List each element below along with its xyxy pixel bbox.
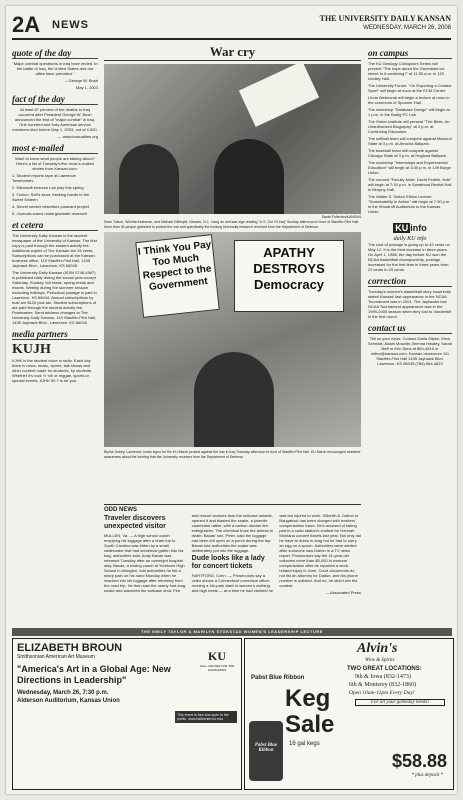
page-number: 2A [12,12,41,37]
protest-photo-1 [104,64,361,214]
sale-word: Sale [285,711,335,738]
photo-caption-2: Blythe Sobey, Lawrence, holds signs for the KU March protest against the war in Iraq Tuesday afternoon in front of Stauffer-Flint Hall. KU March encouraged students' awareness about the funding that the University receives from the Department of Defense. [104,450,361,459]
keg-word: Keg [285,685,331,712]
masthead: THE UNIVERSITY DAILY KANSAN [319,14,451,23]
ku-logo: KU [208,649,226,663]
quote-text: "Major combat operations in Iraq have ended. In the battle of Iraq, the United States and our allies have prevailed." [12,61,98,76]
emailed-item[interactable]: 2. Microsoft ensures Lab play this spring [12,185,84,190]
broun-lecture-ad[interactable] [12,638,242,790]
apathy-sign: APATHY DESTROYS Democracy [234,240,344,312]
hall-center-name: HALL CENTER FOR THE HUMANITIES [199,664,235,672]
etcetera-text: The University Daily Kansan (ISSN 0746-4967) is published daily during the school year except Saturday, Sunday, fall break, spring break and exams. Weekly during the summer session excluding holidays. Periodical postage is paid in Lawrence, KS 66044. Annual subscriptions by mail are $120 plus tax. Student subscriptions of are paid through the student activity fee. Postmaster: Send address changes to The University Daily Kansan, 119 Stauffer-Flint Hall, 1435 Jayhawk Blvd., Lawrence, KS 66045 [12,270,97,325]
store-hours: Open 10am-11pm Every Day! [349,690,415,696]
odd-news-heading: ODD NEWS [104,507,137,513]
etcetera-heading: et cetera [12,220,98,231]
odd-headline-1: Traveler discovers unexpected visitor [104,515,166,530]
left-column [12,44,98,504]
odd-news [104,504,361,625]
media-heading: media partners [12,329,98,340]
emailed-heading: most e-mailed [12,143,98,154]
alvins-keg-ad[interactable] [244,638,454,790]
campus-item: The Osher Institute will present "The Bible, An Unauthorized Biography" at 2 p.m. at Continuing Education. [368,119,450,134]
contact-text: Tell us your news. Contact Darla Slipke, Erick Schmidt, Adam Mowder, Brenna Hawley, Sarah Neff or Erin Sims at 864-4810 or editor@kansan.com. Kansan newsroom 111 Stauffer-Flint Hall 1435 Jayhawk Blvd. Lawrence, KS 66045 (785) 864-4810 [368,336,452,366]
fact-source: — www.icasualties.org [57,134,98,139]
right-column [368,44,452,622]
kjhk-text: KJHK is the student voice in radio. Each day there is news, music, sports, talk shows and other content made for students, by students. Whether it's rock 'n' roll or reggae, sports or special events, KJHK 90.7 is for you. [12,358,93,383]
emailed-item[interactable]: 4. Secret seeker describes postcard project [12,204,89,209]
newspaper-page [6,6,457,794]
emailed-item[interactable]: 1. Student reports rape at Lawrence Townhomes [12,173,76,183]
beer-name: Pabst Blue Ribbon [251,675,305,681]
fact-heading: fact of the day [12,94,98,105]
can-label: Pabst Blue Ribbon [254,743,278,753]
photo-credit-1: Sarah Fullerton/KANSAN [321,215,361,219]
ad-subtitle: Smithsonian American Art Museum [17,654,95,660]
contact-heading: contact us [368,323,452,334]
keg-price: $58.88 [391,751,447,771]
ad-note[interactable]: This event is free and open to the public. www.hallcenter.ku.edu [175,711,237,723]
ad-where: Alderson Auditorium, Kansas Union [17,698,120,704]
campus-item: The KU Geology Colloquium Series will present "The hope about the Greenland ice sheet: Is it vanishing?" at 11:00 a.m. in 120 Lindley Hall. [368,61,445,81]
keg-size: 16 gal kegs [289,741,320,747]
price-deposit: * plus deposit * [411,773,443,778]
correction-heading: correction [368,276,452,287]
protest-photo-2 [104,232,361,447]
fact-text: At least 87 percent of the deaths in Iraq occurred after President George W. Bush announced the end of "major combat" in Iraq. One hundred and forty American service members died before May 1, 2003, out of 4,000. [12,107,98,132]
emailed-item[interactable]: 3. Fusion: Self's stunt, thinking hands to the Sweet Sixteen [12,192,90,202]
protester [194,352,274,447]
campus-item: The baseball team will compete against Chicago State at 3 p.m. at Hoglund Ballpark. [368,148,447,158]
emailed-intro: Want to know what people are talking about? Here's a list of Tuesday's five most e-mailed stories from Kansan.com: [15,156,95,171]
quote-date: May 1, 2003 [75,85,98,90]
campus-item: The softball team will compete against Missouri State at 3 p.m. at Arrocha Ballpark. [368,136,452,146]
campus-item: The concert "Faculty Artist: David Fedele, flute" will begin at 7:30 p.m. in Swarthout Recital Hall in Murphy Hall. [368,177,452,192]
odd-headline-2: Dude looks like a lady for concert tickets [191,555,265,570]
kujh-logo: KUJH [12,342,51,357]
campus-item: The workshop "Internships and Experimental Education" will begin at 3:30 p.m. in 149 Burge Union. [368,160,451,175]
lecture-banner: THE EMILY TAYLOR & MARILYN STOKSTAD WOMEN'S LEADERSHIP LECTURE [12,628,452,636]
respect-sign: I Think You Pay Too Much Respect to the Government [135,234,220,318]
location-1: 9th & Iowa (832-1473) [355,674,411,680]
locations-heading: TWO GREAT LOCATIONS: [347,666,422,672]
alvins-tag: Wine & Spirits [365,658,395,663]
media-bottom [12,506,98,622]
odd-story-1: MULLEN, Va. — A high school coach emptying his luggage after a team trip to South Carolina was bitten by a small rattlesnake that had somehow gotten into his bag, authorities said. Andy Bacas was released Tuesday after an overnight hospital stay. Bacas, a rowing coach at Yorktown High School in Arlington, told authorities he felt a sharp pain on his hand Monday when he reached into his luggage after returning from the road trip. He then saw the nearly foot-long snake and slammed the suitcase shut. Fire and rescue workers took the suitcase outside, opened it and blasted the snake, a juvenile canebrake rattler, with a carbon dioxide fire extinguisher. The chemical froze the animal to death. Bacas' son, Peter, said the luggage had been left open on a porch during the trip. Bacas told authorities the snake was deliberately put into the luggage. [104,513,273,593]
campus-item: Linda Wetmondi will begin a lecture at noon in the commons of Spooner Hall. [368,95,450,105]
campus-heading: on campus [368,48,452,59]
campus-item: The University Forum: "On Exporting a Contact Sport" will begin at noon at the ECM Center. [368,83,452,93]
photo-caption-1: Sean Tolson, Wichita freshman, and Michael Gillespie, Newark, N.J., hang an anti-war sign reading "U.S. Out Of Iraq" Sunday afternoon in front of Stauffer-Flint Hall. More than 30 people gathered to protest the war and specifically the funding University research received from the Department of Defense. [104,220,360,229]
odd-story-2: HARTFORD, Conn. — Prosecutors say a video shows a Connecticut correction officer running a 4th-park dash in women's clothing and high heels — at a time he had claimed he was too injured to work. Gilberth A. Dalton of Naugatuck has been charged with workers' compensation fraud. He's accused of taking part in a radio station's contest for Hannah Montana concert tickets last year. Not only did he have to dress in drag but he had to carry an egg on a spoon. Authorities were alerted after someone saw Dalton in a TV news report. Prosecutors say the 41-year-old collected more than $5,000 in workers' compensation after he reported a work-related injury in June. Court documents do not list an attorney for Dalton, and his phone number is unlisted. And no, he didn't win the contest. [191,513,361,593]
correction-text: Tuesday's women's basketball story incorrectly stated Kansas' last appearance in the NCAA Tournament was in 2001. The Jayhawks last NCAA Tournament appearance was in the 1999-2000 season when they lost to Vanderbilt in the first round. [368,289,452,319]
campus-item: The workshop "Database Design" will begin at 1 p.m. in the Budig PC Lab. [368,107,450,117]
ad-quote: "America's Art in a Global Age: New Directions in Leadership" [17,664,171,685]
kuinfo-logo [368,218,452,236]
campus-item: The Walter S. Sutton Ethics Lecture "Sustainability in Action" will begin at 7:30 p.m. in the Woodruff Auditorium in the Kansas Union. [368,194,451,214]
ad-when: Wednesday, March 26, 7:30 p.m. [17,690,109,696]
location-2: 6th & Monterey (832-1860) [349,682,417,688]
alvins-brand: Alvin's [357,641,398,656]
info-logo-part: info [410,223,427,233]
anti-war-sign [239,61,319,127]
emailed-item[interactable]: 5. Journals warns undergraduate research [12,211,88,216]
odd-credit: —Associated Press [326,590,361,595]
kuinfo-heading: daily KU info [393,236,427,242]
hall-center-logo [197,649,237,672]
main-story [104,44,361,504]
ku-logo-part: KU [395,223,409,233]
quote-heading: quote of the day [12,48,98,59]
page-header [12,12,451,40]
story-title: War cry [104,44,361,61]
section-name: NEWS [52,19,89,31]
kuinfo-text: The cost of postage is going up to 42 cents on May 12. It is the third increase in three years. On April 1, 1988, the day before KU won the NCAA basketball championship, postage increased for the first time in three years from 22 cents to 25 cents. [368,242,450,272]
beer-can-icon [249,721,283,781]
ad-title: ELIZABETH BROUN [17,642,123,654]
etcetera-text: The University Daily Kansan is the student newspaper of the University of Kansas. The first copy is paid through the student activity fee. Additional copies of The Kansan are 25 cents. Subscriptions can be purchased at the Kansan business office, 119 Stauffer-Flint Hall, 1435 Jayhawk Blvd., Lawrence, KS 66045. [12,233,97,268]
gameday-box: For all your gameday needs! [355,699,445,706]
person-right [214,139,284,214]
person-left [119,144,179,214]
quote-author: —George W. Bush [64,78,98,83]
issue-date: WEDNESDAY, MARCH 26, 2008 [363,25,451,31]
